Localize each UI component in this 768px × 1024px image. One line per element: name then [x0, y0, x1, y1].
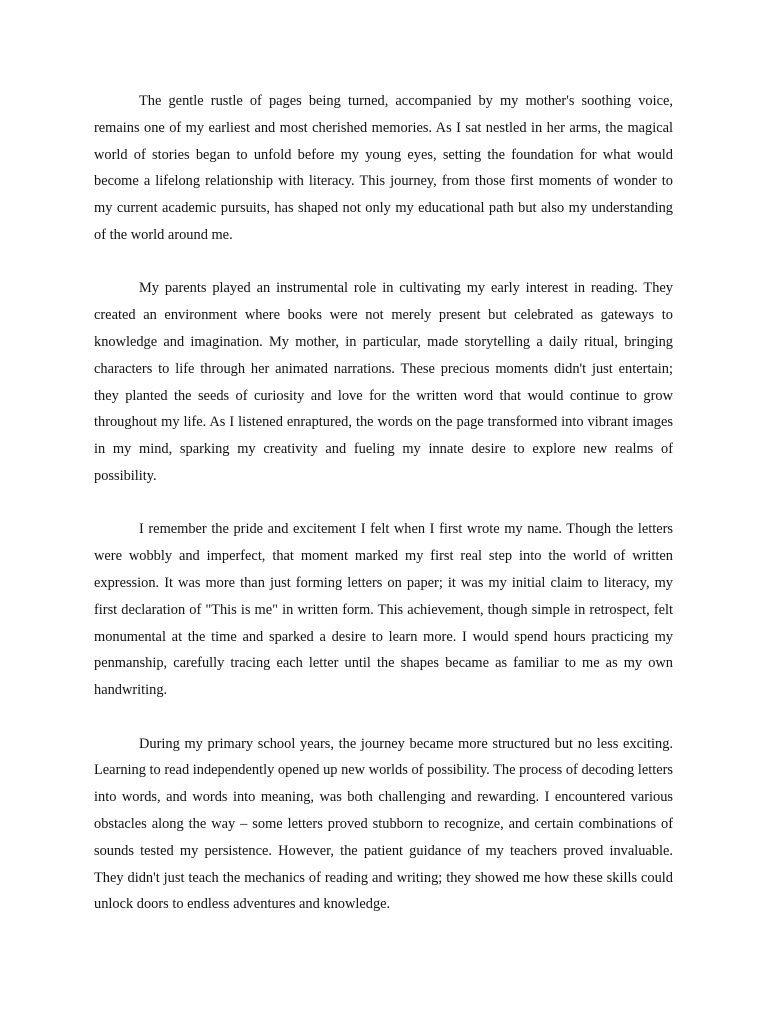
document-page: [94, 88, 673, 945]
paragraph-3: I remember the pride and excitement I felt when I first wrote my name. Though the letters were wobbly and imperfect, that moment marked my first real step into the world of written expression. It was more than just forming letters on paper; it was my initial claim to literacy, my first declaration of "This is me" in written form. This achievement, though simple in retrospect, felt monumental at the time and sparked a desire to learn more. I would spend hours practicing my penmanship, carefully tracing each letter until the shapes became as familiar to me as my own handwriting.: [94, 521, 673, 699]
paragraph-2: My parents played an instrumental role in cultivating my early interest in reading. They created an environment where books were not merely present but celebrated as gateways to knowledge and imagination. My mother, in particular, made storytelling a daily ritual, bringing characters to life through her animated narrations. These precious moments didn't just entertain; they planted the seeds of curiosity and love for the written word that would continue to grow throughout my life. As I listened enraptured, the words on the page transformed into vibrant images in my mind, sparking my creativity and fueling my innate desire to explore new realms of possibility.: [94, 280, 673, 484]
paragraph-1: The gentle rustle of pages being turned, accompanied by my mother's soothing voice, remains one of my earliest and most cherished memories. As I sat nestled in her arms, the magical world of stories began to unfold before my young eyes, setting the foundation for what would become a lifelong relationship with literacy. This journey, from those first moments of wonder to my current academic pursuits, has shaped not only my educational path but also my understanding of the world around me.: [94, 93, 673, 243]
paragraph-4: During my primary school years, the journey became more structured but no less exciting. Learning to read independently opened up new worlds of possibility. The process of decoding letters into words, and words into meaning, was both challenging and rewarding. I encountered various obstacles along the way – some letters proved stubborn to recognize, and certain combinations of sounds tested my persistence. However, the patient guidance of my teachers proved invaluable. They didn't just teach the mechanics of reading and writing; they showed me how these skills could unlock doors to endless adventures and knowledge.: [94, 735, 673, 913]
